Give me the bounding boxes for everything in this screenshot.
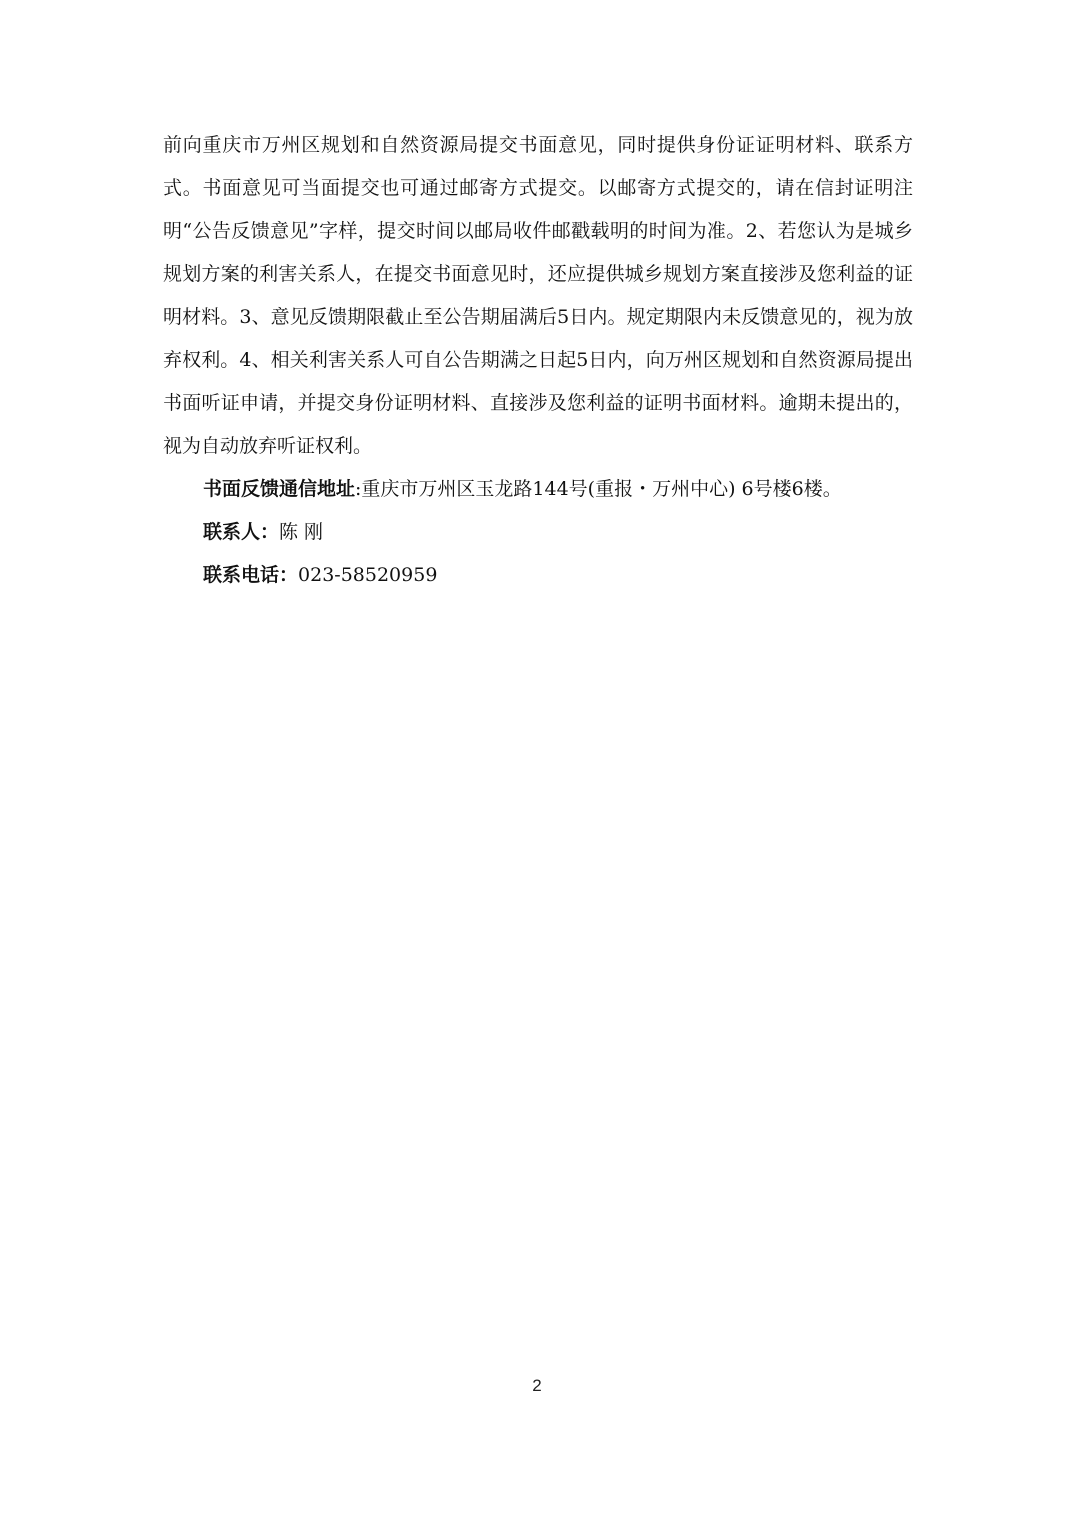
phone-line [163, 554, 913, 597]
address-line [163, 468, 913, 511]
phone-label: 联系电话： [203, 564, 299, 586]
contact-value: 陈 刚 [279, 521, 324, 543]
contact-line [163, 511, 913, 554]
address-value: :重庆市万州区玉龙路144号(重报・万州中心) 6号楼6楼。 [355, 478, 842, 500]
address-label: 书面反馈通信地址 [203, 478, 356, 500]
notes-paragraph: 前向重庆市万州区规划和自然资源局提交书面意见，同时提供身份证证明材料、联系方式。书面意见可当面提交也可通过邮寄方式提交。以邮寄方式提交的，请在信封证明注明“公告反馈意见”字样，提交时间以邮局收件邮戳载明的时间为准。2、若您认为是城乡规划方案的利害关系人，在提交书面意见时，还应提供城乡规划方案直接涉及您利益的证明材料。3、意见反馈期限截止至公告期届满后5日内。规定期限内未反馈意见的，视为放弃权利。4、相关利害关系人可自公告期满之日起5日内，向万州区规划和自然资源局提出书面听证申请，并提交身份证明材料、直接涉及您利益的证明书面材料。逾期未提出的，视为自动放弃听证权利。 [163, 134, 913, 457]
document-body [163, 124, 913, 597]
contact-label: 联系人： [203, 521, 280, 543]
page-number: 2 [532, 1376, 542, 1395]
phone-value: 023-58520959 [298, 564, 438, 586]
